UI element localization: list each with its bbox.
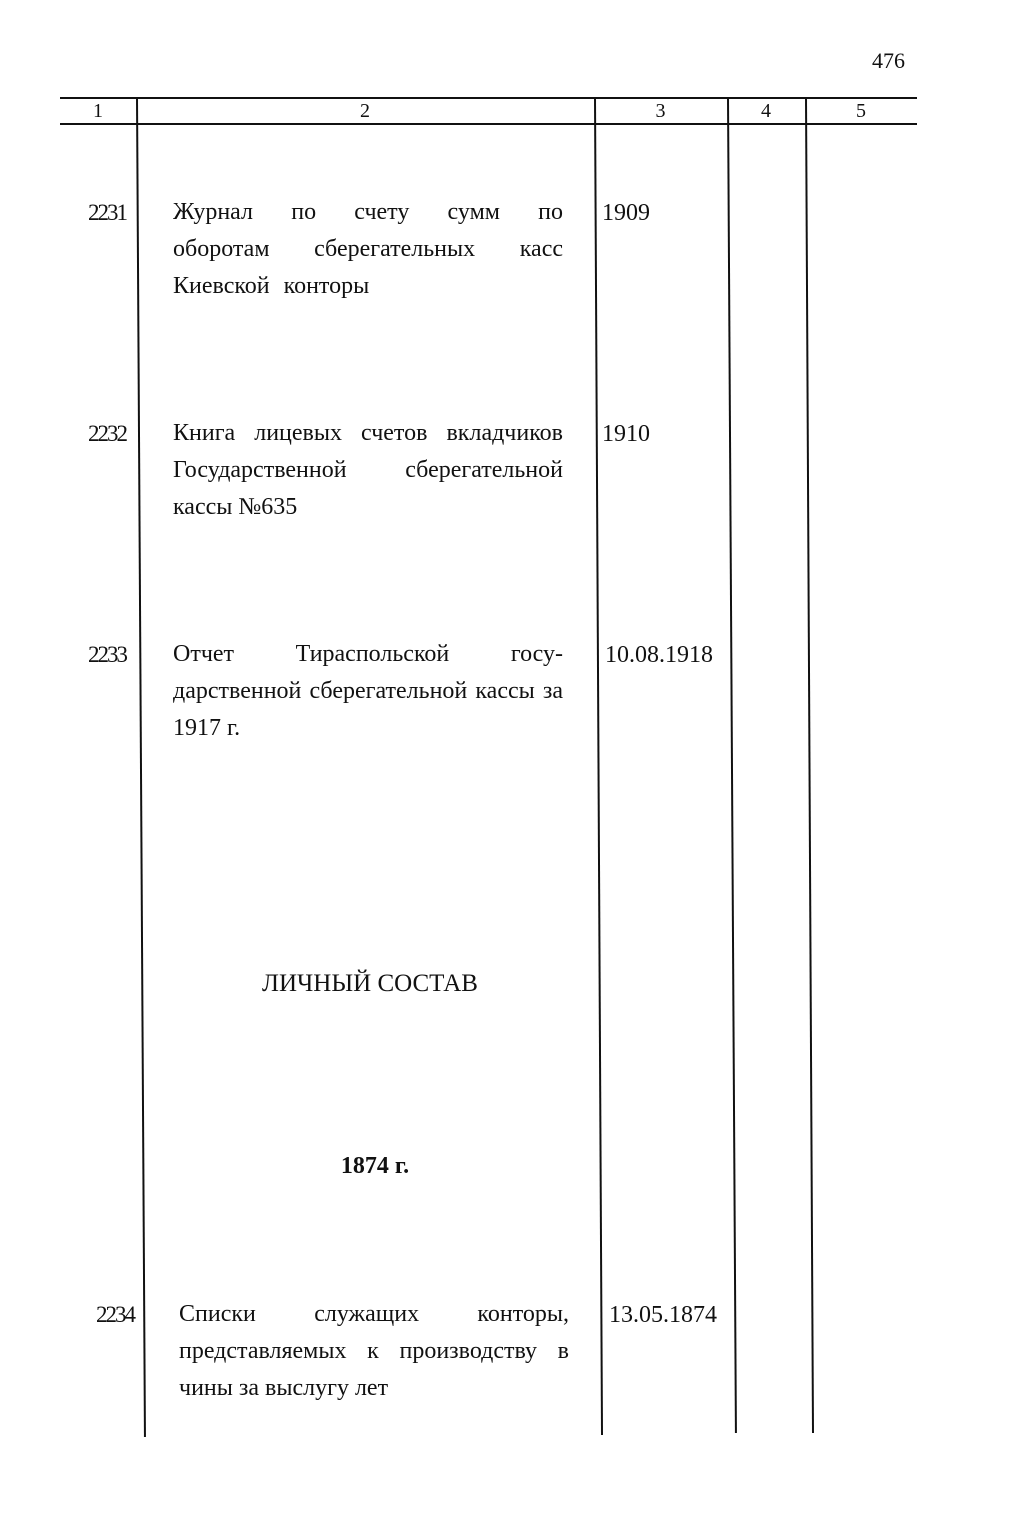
entry-description: Журнал по счету сумм по оборотам сберегательных касс Киевской конторы bbox=[173, 199, 563, 299]
entry-date: 1909 bbox=[602, 200, 650, 226]
column-header-5: 5 bbox=[856, 100, 866, 122]
entry-number: 2231 bbox=[88, 200, 126, 225]
column-divider-2 bbox=[594, 97, 603, 1435]
column-header-4: 4 bbox=[761, 100, 771, 122]
entry-description: Списки служащих конторы, представляемых к производству в чины за выслугу лет bbox=[179, 1301, 569, 1401]
column-header-3: 3 bbox=[655, 100, 666, 122]
column-divider-1 bbox=[136, 97, 145, 1437]
entry-description: Отчет Тираспольской госу- дарственной сберегательной кассы за 1917 г. bbox=[173, 641, 563, 741]
section-heading: ЛИЧНЫЙ СОСТАВ bbox=[262, 970, 478, 997]
entry-date: 10.08.1918 bbox=[605, 642, 713, 668]
column-header-2: 2 bbox=[360, 100, 370, 122]
entry-date: 13.05.1874 bbox=[609, 1302, 717, 1328]
column-divider-3 bbox=[727, 97, 736, 1433]
entry-date: 1910 bbox=[602, 421, 650, 447]
entry-description: Книга лицевых счетов вкладчиков Государственной сберегательной кассы №635 bbox=[173, 420, 563, 520]
column-divider-4 bbox=[805, 97, 813, 1433]
column-header-1: 1 bbox=[93, 100, 103, 122]
entry-number: 2234 bbox=[96, 1302, 134, 1327]
entry-number: 2232 bbox=[88, 421, 126, 446]
entry-number: 2233 bbox=[88, 642, 126, 667]
page-number: 476 bbox=[872, 48, 905, 73]
year-heading: 1874 г. bbox=[340, 1153, 410, 1179]
table-top-rule bbox=[60, 97, 917, 99]
table-header-rule bbox=[60, 123, 917, 125]
